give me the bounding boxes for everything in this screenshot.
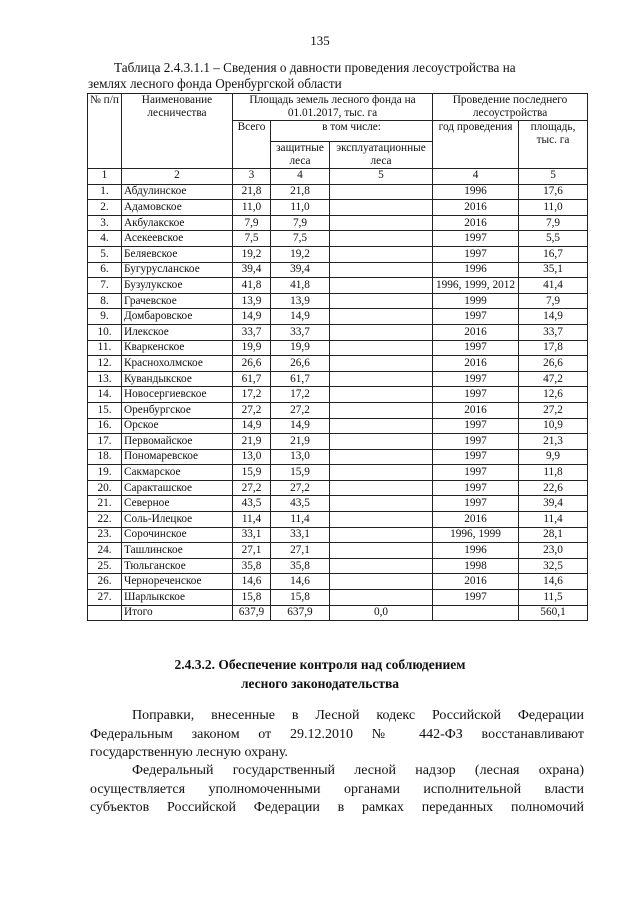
cell-area: 11,5: [519, 590, 588, 606]
cell-exploitation: [330, 200, 433, 216]
table-row: [88, 574, 588, 590]
cell-total: 27,2: [233, 402, 271, 418]
cell-total: 27,2: [233, 480, 271, 496]
cell-forestry: Тюльганское: [122, 558, 233, 574]
cell-forestry: Бузулукское: [122, 278, 233, 294]
table-row: [88, 512, 588, 528]
cell-area: 9,9: [519, 449, 588, 465]
cell-exploitation: [330, 558, 433, 574]
cell-area: 26,6: [519, 356, 588, 372]
cell-protective: 7,9: [271, 215, 330, 231]
cell-forestry: Оренбургское: [122, 402, 233, 418]
cell-num: 14.: [88, 387, 122, 403]
header-num: № п/п: [88, 94, 122, 169]
cell-area: 47,2: [519, 371, 588, 387]
cell-total: 17,2: [233, 387, 271, 403]
cell-protective: 39,4: [271, 262, 330, 278]
cell-year: 1999: [433, 293, 519, 309]
cell-year: 1998: [433, 558, 519, 574]
cell-protective: 27,2: [271, 402, 330, 418]
cell-num: 5.: [88, 246, 122, 262]
cell-total: 21,8: [233, 184, 271, 200]
cell-exploitation: [330, 480, 433, 496]
cell-forestry: Грачевское: [122, 293, 233, 309]
cell-year: 1996, 1999, 2012: [433, 278, 519, 294]
cell-year: 1996: [433, 262, 519, 278]
cell-forestry: Чернореченское: [122, 574, 233, 590]
table-row: [88, 309, 588, 325]
header-last-area: площадь, тыс. га: [519, 121, 588, 169]
cell-forestry: Соль-Илецкое: [122, 512, 233, 528]
cell-protective: 43,5: [271, 496, 330, 512]
header-total: Всего: [233, 121, 271, 169]
cell-exploitation: [330, 465, 433, 481]
header-exploitation: эксплуатационные леса: [330, 142, 433, 169]
paragraph-2-line: Федеральный государственный лесной надзор (лесная охрана): [132, 763, 584, 778]
cell-forestry: Адамовское: [122, 200, 233, 216]
cell-exploitation: [330, 262, 433, 278]
table-row: [88, 246, 588, 262]
cell-year: [433, 605, 519, 621]
cell-area: 17,6: [519, 184, 588, 200]
cell-protective: 14,6: [271, 574, 330, 590]
cell-exploitation: [330, 574, 433, 590]
cell-total: 14,9: [233, 309, 271, 325]
table-row: [88, 402, 588, 418]
cell-protective: 33,1: [271, 527, 330, 543]
cell-total: 15,9: [233, 465, 271, 481]
cell-forestry: Бугурусланское: [122, 262, 233, 278]
cell-year: 2016: [433, 402, 519, 418]
cell-exploitation: [330, 449, 433, 465]
cell-year: 2016: [433, 200, 519, 216]
table-row: [88, 449, 588, 465]
cell-num: 21.: [88, 496, 122, 512]
cell-exploitation: [330, 527, 433, 543]
cell-num: 24.: [88, 543, 122, 559]
cell-exploitation: [330, 340, 433, 356]
cell-area: 14,6: [519, 574, 588, 590]
cell-exploitation: [330, 496, 433, 512]
cell-exploitation: [330, 231, 433, 247]
cell-forestry: Новосергиевское: [122, 387, 233, 403]
cell-forestry: Домбаровское: [122, 309, 233, 325]
cell-year: 1997: [433, 231, 519, 247]
table-row: [88, 340, 588, 356]
cell-year: 1997: [433, 480, 519, 496]
cell-year: 2016: [433, 574, 519, 590]
cell-total: 14,6: [233, 574, 271, 590]
cell-area: 39,4: [519, 496, 588, 512]
cell-num: 23.: [88, 527, 122, 543]
paragraph-2-line: субъектов Российской Федерации в рамках переданных полномочий: [90, 800, 584, 815]
cell-num: 20.: [88, 480, 122, 496]
cell-exploitation: [330, 402, 433, 418]
table-row: [88, 200, 588, 216]
cell-num: 16.: [88, 418, 122, 434]
cell-protective: 19,9: [271, 340, 330, 356]
cell-protective: 35,8: [271, 558, 330, 574]
cell-area: 28,1: [519, 527, 588, 543]
cell-num: 3.: [88, 215, 122, 231]
cell-total: 7,5: [233, 231, 271, 247]
cell-exploitation: [330, 356, 433, 372]
cell-protective: 15,9: [271, 465, 330, 481]
cell-year: 1996: [433, 184, 519, 200]
cell-num: 12.: [88, 356, 122, 372]
cell-forestry: Шарлыкское: [122, 590, 233, 606]
cell-protective: 21,9: [271, 434, 330, 450]
cell-protective: 15,8: [271, 590, 330, 606]
cell-forestry: Сорочинское: [122, 527, 233, 543]
header-year: год проведения: [433, 121, 519, 169]
cell-area: 7,9: [519, 215, 588, 231]
cell-area: 12,6: [519, 387, 588, 403]
cell-num: 4.: [88, 231, 122, 247]
cell-num: 17.: [88, 434, 122, 450]
cell-num: 2.: [88, 200, 122, 216]
table-row: [88, 558, 588, 574]
cell-exploitation: [330, 543, 433, 559]
cell-area: 14,9: [519, 309, 588, 325]
colnum-cell: 3: [233, 169, 271, 185]
cell-num: 9.: [88, 309, 122, 325]
cell-forestry: Кваркенское: [122, 340, 233, 356]
cell-forestry: Илекское: [122, 324, 233, 340]
cell-exploitation: [330, 215, 433, 231]
cell-total: 26,6: [233, 356, 271, 372]
table-row: [88, 356, 588, 372]
cell-total: 11,4: [233, 512, 271, 528]
header-row-1: [88, 94, 588, 121]
cell-area: 33,7: [519, 324, 588, 340]
cell-exploitation: [330, 278, 433, 294]
cell-num: 1.: [88, 184, 122, 200]
cell-exploitation: 0,0: [330, 605, 433, 621]
cell-num: 15.: [88, 402, 122, 418]
cell-exploitation: [330, 324, 433, 340]
cell-total: 33,1: [233, 527, 271, 543]
cell-exploitation: [330, 590, 433, 606]
cell-year: 2016: [433, 324, 519, 340]
cell-area: 41,4: [519, 278, 588, 294]
cell-year: 1997: [433, 387, 519, 403]
paragraph-1: [90, 707, 584, 763]
cell-exploitation: [330, 184, 433, 200]
cell-total: 13,9: [233, 293, 271, 309]
cell-exploitation: [330, 512, 433, 528]
paragraph-1-line: Поправки, внесенные в Лесной кодекс Российской Федерации: [132, 708, 584, 723]
cell-exploitation: [330, 371, 433, 387]
table-row: [88, 605, 588, 621]
caption-line-2: землях лесного фонда Оренбургской области: [88, 76, 342, 91]
colnum-cell: 4: [433, 169, 519, 185]
cell-area: 11,0: [519, 200, 588, 216]
cell-total: 19,9: [233, 340, 271, 356]
cell-total: 27,1: [233, 543, 271, 559]
table-row: [88, 184, 588, 200]
section-heading-line-2: лесного законодательства: [240, 676, 400, 691]
table-row: [88, 465, 588, 481]
cell-forestry: Кувандыкское: [122, 371, 233, 387]
cell-year: 2016: [433, 512, 519, 528]
header-last-inventory: Проведение последнего лесоустройства: [433, 94, 588, 121]
cell-protective: 13,9: [271, 293, 330, 309]
colnum-cell: 5: [330, 169, 433, 185]
cell-protective: 27,2: [271, 480, 330, 496]
table-row: [88, 527, 588, 543]
cell-num: 13.: [88, 371, 122, 387]
cell-year: 1997: [433, 246, 519, 262]
cell-protective: 61,7: [271, 371, 330, 387]
paragraph-1-line: Федеральным законом от 29.12.2010 № 442-ФЗ восстанавливают: [90, 726, 584, 742]
cell-protective: 637,9: [271, 605, 330, 621]
cell-area: 27,2: [519, 402, 588, 418]
cell-year: 1997: [433, 449, 519, 465]
cell-forestry: Асекеевское: [122, 231, 233, 247]
cell-forestry: Ташлинское: [122, 543, 233, 559]
cell-protective: 21,8: [271, 184, 330, 200]
cell-num: 26.: [88, 574, 122, 590]
header-area: Площадь земель лесного фонда на 01.01.2017, тыс. га: [233, 94, 433, 121]
section-heading: [0, 655, 640, 693]
table-row: [88, 387, 588, 403]
caption-line-1: Таблица 2.4.3.1.1 – Сведения о давности проведения лесоустройства на: [114, 60, 516, 75]
colnum-cell: 4: [271, 169, 330, 185]
cell-protective: 26,6: [271, 356, 330, 372]
colnum-cell: 5: [519, 169, 588, 185]
cell-protective: 7,5: [271, 231, 330, 247]
table-row: [88, 590, 588, 606]
cell-area: 35,1: [519, 262, 588, 278]
cell-year: 1997: [433, 309, 519, 325]
cell-protective: 19,2: [271, 246, 330, 262]
table-row: [88, 480, 588, 496]
cell-area: 32,5: [519, 558, 588, 574]
cell-total: 41,8: [233, 278, 271, 294]
cell-area: 21,3: [519, 434, 588, 450]
cell-total: 39,4: [233, 262, 271, 278]
cell-total: 11,0: [233, 200, 271, 216]
cell-area: 5,5: [519, 231, 588, 247]
cell-forestry: Итого: [122, 605, 233, 621]
cell-year: 1997: [433, 496, 519, 512]
cell-year: 1997: [433, 418, 519, 434]
cell-exploitation: [330, 387, 433, 403]
cell-area: 17,8: [519, 340, 588, 356]
cell-protective: 14,9: [271, 418, 330, 434]
column-number-row: [88, 169, 588, 185]
colnum-cell: 2: [122, 169, 233, 185]
cell-exploitation: [330, 434, 433, 450]
table-row: [88, 418, 588, 434]
cell-area: 560,1: [519, 605, 588, 621]
header-including: в том числе:: [271, 121, 433, 142]
cell-forestry: Пономаревское: [122, 449, 233, 465]
cell-forestry: Акбулакское: [122, 215, 233, 231]
cell-total: 35,8: [233, 558, 271, 574]
colnum-cell: 1: [88, 169, 122, 185]
cell-total: 21,9: [233, 434, 271, 450]
paragraph-1-line: государственную лесную охрану.: [90, 745, 288, 760]
cell-num: 25.: [88, 558, 122, 574]
cell-num: 8.: [88, 293, 122, 309]
cell-num: 7.: [88, 278, 122, 294]
cell-year: 1997: [433, 590, 519, 606]
cell-total: 15,8: [233, 590, 271, 606]
table-row: [88, 278, 588, 294]
cell-year: 2016: [433, 356, 519, 372]
table-row: [88, 434, 588, 450]
cell-year: 1997: [433, 340, 519, 356]
cell-num: 6.: [88, 262, 122, 278]
header-protective: защитные леса: [271, 142, 330, 169]
cell-year: 1997: [433, 434, 519, 450]
paragraph-2: [90, 762, 584, 818]
cell-total: 7,9: [233, 215, 271, 231]
cell-area: 11,4: [519, 512, 588, 528]
table-row: [88, 543, 588, 559]
cell-protective: 11,0: [271, 200, 330, 216]
table-caption: [88, 60, 588, 92]
cell-forestry: Сакмарское: [122, 465, 233, 481]
cell-area: 23,0: [519, 543, 588, 559]
cell-num: 10.: [88, 324, 122, 340]
table-row: [88, 371, 588, 387]
cell-total: 13,0: [233, 449, 271, 465]
cell-exploitation: [330, 309, 433, 325]
cell-forestry: Краснохолмское: [122, 356, 233, 372]
cell-area: 7,9: [519, 293, 588, 309]
page-number: 135: [310, 33, 330, 48]
cell-total: 19,2: [233, 246, 271, 262]
cell-exploitation: [330, 418, 433, 434]
cell-forestry: Абдулинское: [122, 184, 233, 200]
cell-exploitation: [330, 293, 433, 309]
cell-forestry: Беляевское: [122, 246, 233, 262]
cell-protective: 33,7: [271, 324, 330, 340]
cell-protective: 13,0: [271, 449, 330, 465]
cell-year: 1997: [433, 465, 519, 481]
section-heading-line-1: 2.4.3.2. Обеспечение контроля над соблюдением: [174, 657, 466, 672]
cell-num: 27.: [88, 590, 122, 606]
paragraph-2-line: осуществляется уполномоченными органами исполнительной власти: [90, 781, 584, 797]
header-name: Наименование лесничества: [122, 94, 233, 169]
table-row: [88, 293, 588, 309]
cell-total: 14,9: [233, 418, 271, 434]
cell-forestry: Северное: [122, 496, 233, 512]
cell-total: 33,7: [233, 324, 271, 340]
cell-forestry: Орское: [122, 418, 233, 434]
cell-protective: 14,9: [271, 309, 330, 325]
cell-year: 1997: [433, 371, 519, 387]
cell-area: 11,8: [519, 465, 588, 481]
cell-num: 11.: [88, 340, 122, 356]
cell-protective: 17,2: [271, 387, 330, 403]
cell-total: 637,9: [233, 605, 271, 621]
cell-exploitation: [330, 246, 433, 262]
cell-area: 22,6: [519, 480, 588, 496]
table-row: [88, 496, 588, 512]
cell-num: [88, 605, 122, 621]
table-row: [88, 324, 588, 340]
forest-inventory-table: [87, 93, 588, 621]
cell-forestry: Первомайское: [122, 434, 233, 450]
cell-year: 1996: [433, 543, 519, 559]
cell-num: 18.: [88, 449, 122, 465]
table-row: [88, 262, 588, 278]
cell-area: 10,9: [519, 418, 588, 434]
cell-protective: 41,8: [271, 278, 330, 294]
cell-area: 16,7: [519, 246, 588, 262]
cell-total: 61,7: [233, 371, 271, 387]
cell-num: 19.: [88, 465, 122, 481]
cell-num: 22.: [88, 512, 122, 528]
cell-year: 1996, 1999: [433, 527, 519, 543]
cell-protective: 27,1: [271, 543, 330, 559]
cell-year: 2016: [433, 215, 519, 231]
table-row: [88, 231, 588, 247]
table-row: [88, 215, 588, 231]
cell-protective: 11,4: [271, 512, 330, 528]
cell-forestry: Саракташское: [122, 480, 233, 496]
cell-total: 43,5: [233, 496, 271, 512]
